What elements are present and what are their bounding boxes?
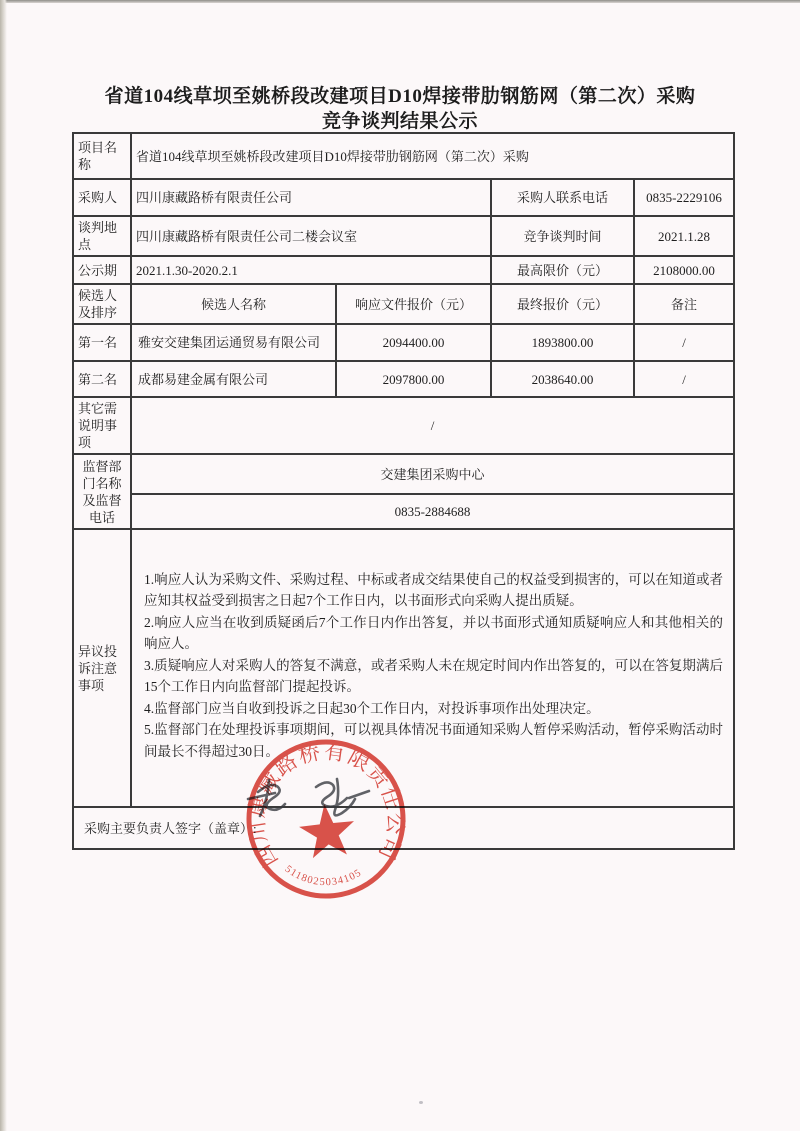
candidate-1-name: 雅安交建集团运通贸易有限公司 <box>131 324 336 361</box>
objection-item-3: 3.质疑响应人对采购人的答复不满意，或者采购人未在规定时间内作出答复的，可以在答复期满后15个工作日内向监督部门提起投诉。 <box>144 657 724 695</box>
row-supervision-dept <box>73 454 734 494</box>
document-title <box>0 84 800 134</box>
publicity-value: 2021.1.30-2020.2.1 <box>131 256 491 284</box>
document-title-line2: 竞争谈判结果公示 <box>321 111 478 132</box>
purchaser-value: 四川康藏路桥有限责任公司 <box>131 179 491 216</box>
publicity-label: 公示期 <box>73 256 131 284</box>
candidate-1-final-price: 1893800.00 <box>491 324 634 361</box>
row-candidate-headers <box>73 284 734 324</box>
row-project <box>73 133 734 179</box>
candidate-1-rank: 第一名 <box>73 324 131 361</box>
candidate-2-doc-price: 2097800.00 <box>336 361 491 397</box>
negotiation-time-value: 2021.1.28 <box>634 216 734 256</box>
candidate-name-header: 候选人名称 <box>131 284 336 324</box>
max-price-label: 最高限价（元） <box>491 256 634 284</box>
candidate-1-doc-price: 2094400.00 <box>336 324 491 361</box>
seal-company-text: 四川康藏路桥有限责任公司 <box>244 738 408 872</box>
row-negotiation <box>73 216 734 256</box>
negotiation-time-label: 竞争谈判时间 <box>491 216 634 256</box>
objection-content <box>131 529 734 807</box>
candidate-2-final-price: 2038640.00 <box>491 361 634 397</box>
objection-label: 异议投诉注意事项 <box>73 529 131 807</box>
row-other-notes <box>73 397 734 454</box>
max-price-value: 2108000.00 <box>634 256 734 284</box>
objection-item-1: 1.响应人认为采购文件、采购过程、中标或者成交结果使自己的权益受到损害的，可以在知道或者应知其权益受到损害之日起7个工作日内，以书面形式向采购人提出质疑。 <box>144 571 724 609</box>
objection-text <box>136 569 729 768</box>
candidate-2-rank: 第二名 <box>73 361 131 397</box>
other-notes-label: 其它需说明事项 <box>73 397 131 454</box>
other-notes-value: / <box>131 397 734 454</box>
document-title-line1: 省道104线草坝至姚桥段改建项目D10焊接带肋钢筋网（第二次）采购 <box>104 86 696 107</box>
signature-label: 采购主要负责人签字（盖章）: <box>84 820 257 836</box>
row-publicity <box>73 256 734 284</box>
candidate-row-2 <box>73 361 734 397</box>
candidate-2-name: 成都易建金属有限公司 <box>131 361 336 397</box>
objection-item-4: 4.监督部门应当自收到投诉之日起30个工作日内，对投诉事项作出处理决定。 <box>144 700 600 716</box>
objection-item-5: 5.监督部门在处理投诉事项期间，可以视具体情况书面通知采购人暂停采购活动，暂停采购活动时间最长不得超过30日。 <box>144 722 724 759</box>
scan-speck <box>419 1101 423 1104</box>
final-price-header: 最终报价（元） <box>491 284 634 324</box>
supervision-label: 监督部门名称及监督电话 <box>73 454 131 529</box>
candidate-row-1 <box>73 324 734 361</box>
candidates-label: 候选人及排序 <box>73 284 131 324</box>
remark-header: 备注 <box>634 284 734 324</box>
supervision-phone: 0835-2884688 <box>131 494 734 529</box>
negotiation-place-label: 谈判地点 <box>73 216 131 256</box>
project-value: 省道104线草坝至姚桥段改建项目D10焊接带肋钢筋网（第二次）采购 <box>131 133 734 179</box>
candidate-2-remark: / <box>634 361 734 397</box>
seal-serial-number: 5118025034105 <box>282 863 364 889</box>
row-purchaser <box>73 179 734 216</box>
candidate-1-remark: / <box>634 324 734 361</box>
scan-left-edge <box>0 0 7 1131</box>
objection-item-2: 2.响应人应当在收到质疑函后7个工作日内作出答复，并以书面形式通知质疑响应人和其他相关的响应人。 <box>144 614 724 652</box>
project-label: 项目名称 <box>73 133 131 179</box>
scan-top-edge <box>0 0 800 3</box>
doc-price-header: 响应文件报价（元） <box>336 284 491 324</box>
purchaser-label: 采购人 <box>73 179 131 216</box>
purchaser-phone-value: 0835-2229106 <box>634 179 734 216</box>
company-seal <box>231 724 420 913</box>
seal-star-icon <box>297 801 357 859</box>
purchaser-phone-label: 采购人联系电话 <box>491 179 634 216</box>
row-supervision-phone <box>73 494 734 529</box>
supervision-department: 交建集团采购中心 <box>131 454 734 494</box>
negotiation-place-value: 四川康藏路桥有限责任公司二楼会议室 <box>131 216 491 256</box>
